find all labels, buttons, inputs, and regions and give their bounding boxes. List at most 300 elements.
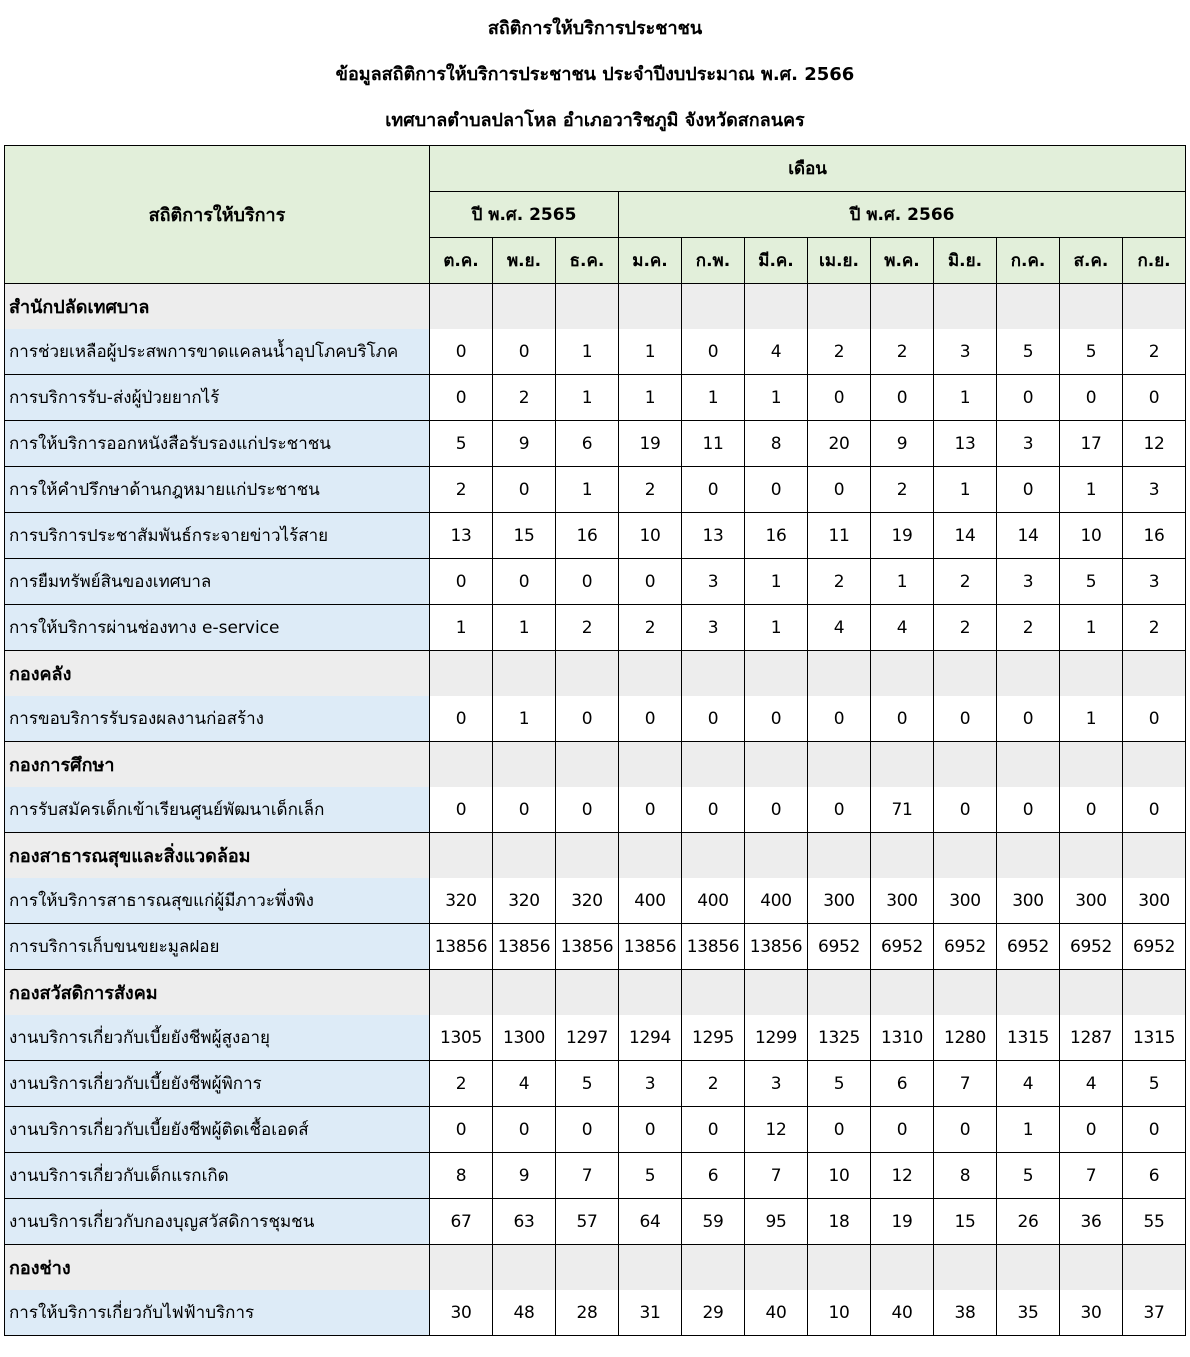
section-empty-cell [1060,284,1123,330]
value-cell: 11 [682,421,745,467]
value-cell: 19 [871,513,934,559]
value-cell: 3 [1123,559,1186,605]
section-empty-cell [745,1245,808,1291]
value-cell: 0 [430,375,493,421]
table-row [5,1153,1186,1199]
table-row [5,421,1186,467]
section-empty-cell [745,970,808,1016]
section-empty-cell [1123,833,1186,879]
section-empty-cell [556,284,619,330]
section-empty-cell [556,651,619,697]
value-cell: 0 [430,787,493,833]
value-cell: 1 [934,375,997,421]
value-cell: 0 [556,696,619,742]
document-titles [0,0,1190,144]
header-month: ธ.ค. [556,238,619,284]
value-cell: 40 [871,1290,934,1336]
value-cell: 26 [997,1199,1060,1245]
value-cell: 3 [619,1061,682,1107]
value-cell: 1305 [430,1015,493,1061]
section-empty-cell [997,742,1060,788]
value-cell: 1 [745,375,808,421]
section-empty-cell [682,651,745,697]
section-empty-cell [808,833,871,879]
value-cell: 5 [556,1061,619,1107]
section-empty-cell [934,284,997,330]
value-cell: 2 [871,329,934,375]
value-cell: 7 [934,1061,997,1107]
value-cell: 13856 [745,924,808,970]
section-empty-cell [997,970,1060,1016]
value-cell: 0 [619,696,682,742]
value-cell: 320 [556,878,619,924]
section-empty-cell [682,742,745,788]
section-empty-cell [1123,742,1186,788]
value-cell: 2 [934,559,997,605]
value-cell: 5 [1060,559,1123,605]
section-empty-cell [871,970,934,1016]
value-cell: 0 [1123,787,1186,833]
value-cell: 0 [871,375,934,421]
value-cell: 8 [430,1153,493,1199]
value-cell: 2 [556,605,619,651]
value-cell: 2 [619,605,682,651]
value-cell: 300 [808,878,871,924]
section-empty-cell [682,970,745,1016]
value-cell: 1 [493,696,556,742]
section-empty-cell [871,742,934,788]
value-cell: 5 [997,1153,1060,1199]
section-empty-cell [808,651,871,697]
value-cell: 0 [934,1107,997,1153]
value-cell: 1 [430,605,493,651]
section-empty-cell [430,833,493,879]
value-cell: 2 [871,467,934,513]
value-cell: 3 [1123,467,1186,513]
value-cell: 16 [1123,513,1186,559]
value-cell: 11 [808,513,871,559]
table-row [5,513,1186,559]
value-cell: 12 [1123,421,1186,467]
value-cell: 48 [493,1290,556,1336]
value-cell: 2 [430,467,493,513]
value-cell: 300 [997,878,1060,924]
value-cell: 1 [1060,605,1123,651]
row-label: การให้คำปรึกษาด้านกฎหมายแก่ประชาชน [5,467,430,513]
row-label: การขอบริการรับรองผลงานก่อสร้าง [5,696,430,742]
value-cell: 30 [430,1290,493,1336]
section-empty-cell [1123,1245,1186,1291]
value-cell: 1 [493,605,556,651]
value-cell: 4 [1060,1061,1123,1107]
value-cell: 1 [871,559,934,605]
value-cell: 0 [997,787,1060,833]
value-cell: 0 [997,467,1060,513]
section-empty-cell [682,284,745,330]
section-empty-cell [997,284,1060,330]
table-row [5,1061,1186,1107]
header-month: พ.ค. [871,238,934,284]
table-row [5,1015,1186,1061]
value-cell: 5 [808,1061,871,1107]
section-empty-cell [808,742,871,788]
header-year-2565: ปี พ.ศ. 2565 [430,192,619,238]
title-main: สถิติการให้บริการประชาชน [487,18,703,39]
value-cell: 5 [997,329,1060,375]
value-cell: 15 [934,1199,997,1245]
table-row [5,1107,1186,1153]
section-empty-cell [556,970,619,1016]
table-row [5,605,1186,651]
value-cell: 2 [493,375,556,421]
header-month: มี.ค. [745,238,808,284]
value-cell: 0 [619,1107,682,1153]
value-cell: 2 [682,1061,745,1107]
value-cell: 38 [934,1290,997,1336]
section-empty-cell [808,970,871,1016]
row-label: งานบริการเกี่ยวกับเบี้ยยังชีพผู้ติดเชื้อเอดส์ [5,1107,430,1153]
value-cell: 13 [430,513,493,559]
value-cell: 0 [430,696,493,742]
value-cell: 30 [1060,1290,1123,1336]
value-cell: 6 [871,1061,934,1107]
value-cell: 1 [934,467,997,513]
header-year-2566: ปี พ.ศ. 2566 [619,192,1186,238]
value-cell: 0 [556,559,619,605]
value-cell: 0 [871,1107,934,1153]
table-header [5,146,1186,284]
section-empty-cell [997,833,1060,879]
value-cell: 0 [493,559,556,605]
value-cell: 300 [1123,878,1186,924]
value-cell: 5 [430,421,493,467]
value-cell: 0 [808,787,871,833]
header-month-group: เดือน [430,146,1186,192]
header-month: ต.ค. [430,238,493,284]
value-cell: 1315 [1123,1015,1186,1061]
table-row [5,878,1186,924]
value-cell: 3 [997,421,1060,467]
service-statistics-table [4,145,1186,1336]
section-empty-cell [682,1245,745,1291]
row-label: การบริการประชาสัมพันธ์กระจายข่าวไร้สาย [5,513,430,559]
value-cell: 15 [493,513,556,559]
value-cell: 5 [1060,329,1123,375]
value-cell: 0 [997,696,1060,742]
section-empty-cell [430,1245,493,1291]
title-subtitle: ข้อมูลสถิติการให้บริการประชาชน ประจำปีงบประมาณ พ.ศ. 2566 [335,64,855,85]
value-cell: 2 [430,1061,493,1107]
section-empty-cell [871,833,934,879]
value-cell: 0 [430,559,493,605]
value-cell: 4 [871,605,934,651]
value-cell: 0 [556,787,619,833]
header-month: ม.ค. [619,238,682,284]
value-cell: 400 [745,878,808,924]
value-cell: 10 [1060,513,1123,559]
value-cell: 10 [808,1153,871,1199]
value-cell: 2 [1123,329,1186,375]
row-label: งานบริการเกี่ยวกับเบี้ยยังชีพผู้สูงอายุ [5,1015,430,1061]
section-empty-cell [682,833,745,879]
value-cell: 1325 [808,1015,871,1061]
table-body [5,284,1186,1336]
value-cell: 4 [997,1061,1060,1107]
value-cell: 0 [682,467,745,513]
value-cell: 55 [1123,1199,1186,1245]
section-empty-cell [1060,833,1123,879]
value-cell: 0 [808,375,871,421]
row-label: การรับสมัครเด็กเข้าเรียนศูนย์พัฒนาเด็กเล็ก [5,787,430,833]
value-cell: 12 [745,1107,808,1153]
section-empty-cell [430,651,493,697]
value-cell: 1 [556,329,619,375]
section-empty-cell [493,1245,556,1291]
value-cell: 40 [745,1290,808,1336]
value-cell: 2 [997,605,1060,651]
value-cell: 37 [1123,1290,1186,1336]
section-empty-cell [556,742,619,788]
section-empty-cell [808,284,871,330]
value-cell: 300 [934,878,997,924]
value-cell: 29 [682,1290,745,1336]
row-label: การช่วยเหลือผู้ประสพการขาดแคลนน้ำอุปโภคบริโภค [5,329,430,375]
value-cell: 0 [808,696,871,742]
section-empty-cell [808,1245,871,1291]
value-cell: 13856 [556,924,619,970]
section-empty-cell [430,284,493,330]
value-cell: 9 [871,421,934,467]
value-cell: 0 [1123,1107,1186,1153]
value-cell: 16 [556,513,619,559]
value-cell: 1287 [1060,1015,1123,1061]
value-cell: 13856 [493,924,556,970]
value-cell: 1 [997,1107,1060,1153]
value-cell: 300 [1060,878,1123,924]
section-empty-cell [493,970,556,1016]
section-empty-cell [934,1245,997,1291]
value-cell: 1 [556,375,619,421]
value-cell: 16 [745,513,808,559]
section-empty-cell [934,833,997,879]
section-row [5,651,1186,697]
section-title: กองสวัสดิการสังคม [5,970,430,1016]
value-cell: 6952 [1123,924,1186,970]
section-row [5,970,1186,1016]
table-row [5,375,1186,421]
value-cell: 2 [934,605,997,651]
value-cell: 0 [682,1107,745,1153]
value-cell: 0 [682,329,745,375]
value-cell: 13856 [619,924,682,970]
value-cell: 1295 [682,1015,745,1061]
header-month: เม.ย. [808,238,871,284]
section-empty-cell [619,833,682,879]
section-row [5,833,1186,879]
value-cell: 0 [934,696,997,742]
value-cell: 2 [808,559,871,605]
value-cell: 400 [682,878,745,924]
value-cell: 1 [745,605,808,651]
value-cell: 6 [556,421,619,467]
row-label: การให้บริการเกี่ยวกับไฟฟ้าบริการ [5,1290,430,1336]
value-cell: 7 [1060,1153,1123,1199]
value-cell: 1297 [556,1015,619,1061]
value-cell: 3 [997,559,1060,605]
section-empty-cell [1060,742,1123,788]
value-cell: 0 [493,329,556,375]
value-cell: 19 [619,421,682,467]
value-cell: 0 [745,467,808,513]
value-cell: 57 [556,1199,619,1245]
value-cell: 0 [619,787,682,833]
header-month: ก.พ. [682,238,745,284]
value-cell: 0 [808,1107,871,1153]
value-cell: 64 [619,1199,682,1245]
section-empty-cell [871,1245,934,1291]
row-label: การให้บริการออกหนังสือรับรองแก่ประชาชน [5,421,430,467]
value-cell: 0 [556,1107,619,1153]
value-cell: 1 [1060,467,1123,513]
section-empty-cell [619,742,682,788]
value-cell: 6952 [934,924,997,970]
value-cell: 14 [934,513,997,559]
value-cell: 1 [556,467,619,513]
value-cell: 1310 [871,1015,934,1061]
section-empty-cell [619,970,682,1016]
value-cell: 4 [808,605,871,651]
value-cell: 6952 [871,924,934,970]
value-cell: 8 [934,1153,997,1199]
table-row [5,787,1186,833]
value-cell: 3 [682,559,745,605]
section-empty-cell [1123,284,1186,330]
header-month: ก.ค. [997,238,1060,284]
section-empty-cell [1123,651,1186,697]
section-empty-cell [997,1245,1060,1291]
section-empty-cell [745,742,808,788]
section-empty-cell [1060,1245,1123,1291]
value-cell: 0 [997,375,1060,421]
value-cell: 28 [556,1290,619,1336]
section-row [5,742,1186,788]
value-cell: 9 [493,421,556,467]
value-cell: 63 [493,1199,556,1245]
section-empty-cell [619,1245,682,1291]
value-cell: 13 [934,421,997,467]
value-cell: 3 [745,1061,808,1107]
value-cell: 0 [934,787,997,833]
value-cell: 0 [1060,1107,1123,1153]
section-empty-cell [871,651,934,697]
section-title: สำนักปลัดเทศบาล [5,284,430,330]
table-row [5,329,1186,375]
value-cell: 1 [1060,696,1123,742]
value-cell: 59 [682,1199,745,1245]
value-cell: 13856 [682,924,745,970]
value-cell: 2 [808,329,871,375]
header-label-column: สถิติการให้บริการ [5,146,430,284]
value-cell: 0 [493,467,556,513]
section-empty-cell [619,284,682,330]
value-cell: 10 [619,513,682,559]
value-cell: 5 [619,1153,682,1199]
value-cell: 10 [808,1290,871,1336]
value-cell: 6952 [808,924,871,970]
section-empty-cell [619,651,682,697]
value-cell: 20 [808,421,871,467]
value-cell: 320 [493,878,556,924]
value-cell: 6 [1123,1153,1186,1199]
title-organization: เทศบาลตำบลปลาโหล อำเภอวาริชภูมิ จังหวัดสกลนคร [385,110,805,131]
value-cell: 1300 [493,1015,556,1061]
section-title: กองคลัง [5,651,430,697]
section-empty-cell [934,742,997,788]
value-cell: 14 [997,513,1060,559]
section-empty-cell [430,742,493,788]
value-cell: 0 [430,329,493,375]
section-empty-cell [934,970,997,1016]
value-cell: 7 [745,1153,808,1199]
row-label: งานบริการเกี่ยวกับเบี้ยยังชีพผู้พิการ [5,1061,430,1107]
value-cell: 1280 [934,1015,997,1061]
value-cell: 8 [745,421,808,467]
value-cell: 6952 [997,924,1060,970]
value-cell: 300 [871,878,934,924]
section-empty-cell [997,651,1060,697]
value-cell: 2 [1123,605,1186,651]
section-row [5,1245,1186,1291]
value-cell: 1299 [745,1015,808,1061]
value-cell: 17 [1060,421,1123,467]
value-cell: 0 [619,559,682,605]
section-title: กองสาธารณสุขและสิ่งแวดล้อม [5,833,430,879]
value-cell: 0 [682,787,745,833]
value-cell: 5 [1123,1061,1186,1107]
value-cell: 1294 [619,1015,682,1061]
value-cell: 19 [871,1199,934,1245]
value-cell: 400 [619,878,682,924]
value-cell: 0 [1123,696,1186,742]
value-cell: 0 [871,696,934,742]
value-cell: 1 [619,329,682,375]
value-cell: 0 [745,787,808,833]
table-row [5,696,1186,742]
header-month: มิ.ย. [934,238,997,284]
value-cell: 1 [745,559,808,605]
value-cell: 13856 [430,924,493,970]
section-empty-cell [1060,970,1123,1016]
section-empty-cell [556,833,619,879]
value-cell: 12 [871,1153,934,1199]
value-cell: 9 [493,1153,556,1199]
value-cell: 3 [682,605,745,651]
value-cell: 6952 [1060,924,1123,970]
value-cell: 13 [682,513,745,559]
section-empty-cell [1060,651,1123,697]
header-month: ก.ย. [1123,238,1186,284]
table-row [5,1290,1186,1336]
row-label: งานบริการเกี่ยวกับเด็กแรกเกิด [5,1153,430,1199]
value-cell: 67 [430,1199,493,1245]
section-empty-cell [745,651,808,697]
value-cell: 0 [493,787,556,833]
value-cell: 95 [745,1199,808,1245]
section-empty-cell [745,284,808,330]
value-cell: 1 [682,375,745,421]
row-label: การบริการรับ-ส่งผู้ป่วยยากไร้ [5,375,430,421]
value-cell: 0 [745,696,808,742]
